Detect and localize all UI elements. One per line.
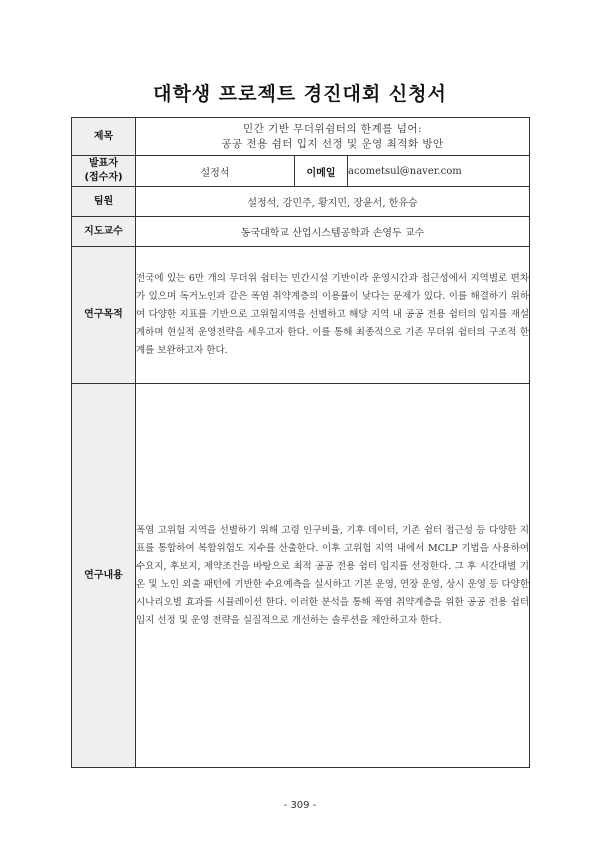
title-label: 제목 (72, 118, 136, 156)
title-value (136, 118, 530, 156)
page-title: 대학생 프로젝트 경진대회 신청서 (153, 83, 447, 105)
advisor-label: 지도교수 (72, 217, 136, 247)
content-row (72, 384, 530, 768)
advisor-value: 동국대학교 산업시스템공학과 손영두 교수 (136, 217, 530, 247)
content-text: 폭염 고위험 지역을 선별하기 위해 고령 인구비율, 기후 데이터, 기존 쉼터 접근성 등 다양한 지표를 통합하여 복합위험도 지수를 산출한다. 이후 고위험 지역 내에서 MCLP 기법을 사용하여 수요지, 후보지, 제약조건을 바탕으로 최적 공공 전용 쉼터 입지를 선정한다. 그 후 시간대별 기온 및 노인 외출 패턴에 기반한 수요예측을 실시하고 기본 운영, 연장 운영, 상시 운영 등 다양한 시나리오별 효과를 시뮬레이션 한다. 이러한 분석을 통해 폭염 취약계층을 위한 공공 전용 쉼터 입지 선정 및 운영 전략을 실질적으로 개선하는 솔루션을 제안하고자 한다. (136, 384, 530, 768)
purpose-label: 연구목적 (72, 247, 136, 384)
title-line-1: 민간 기반 무더위쉼터의 한계를 넘어: (242, 122, 423, 135)
purpose-row (72, 247, 530, 384)
title-line-2: 공공 전용 쉼터 입지 선정 및 운영 최적화 방안 (221, 137, 444, 150)
applicant-name: 설정석 (136, 156, 295, 187)
content-label: 연구내용 (72, 384, 136, 768)
applicant-row (72, 156, 530, 187)
team-label: 팀원 (72, 187, 136, 217)
applicant-label-line-1: 발표자 (89, 158, 118, 169)
team-row (72, 187, 530, 217)
application-form (71, 117, 530, 768)
purpose-text: 전국에 있는 6만 개의 무더위 쉼터는 민간시설 기반이라 운영시간과 접근성에서 지역별로 편차가 있으며 독거노인과 같은 폭염 취약계층의 이용률이 낮다는 문제가 있다. 이를 해결하기 위하여 다양한 지표를 기반으로 고위험지역을 선별하고 해당 지역 내 공공 전용 쉼터의 입지를 재설계하며 현실적 운영전략을 세우고자 한다. 이를 통해 최종적으로 기존 무더위 쉼터의 구조적 한계를 보완하고자 한다. (136, 247, 530, 384)
team-members: 설정석, 강민주, 황지민, 장윤서, 한유승 (136, 187, 530, 217)
title-row (72, 118, 530, 156)
advisor-row (72, 217, 530, 247)
page-number: - 309 - (283, 800, 317, 811)
applicant-label-line-2: (접수자) (84, 172, 123, 183)
applicant-label (72, 156, 136, 187)
email-value: acometsul@naver.com (348, 156, 530, 187)
email-label: 이메일 (295, 156, 348, 187)
